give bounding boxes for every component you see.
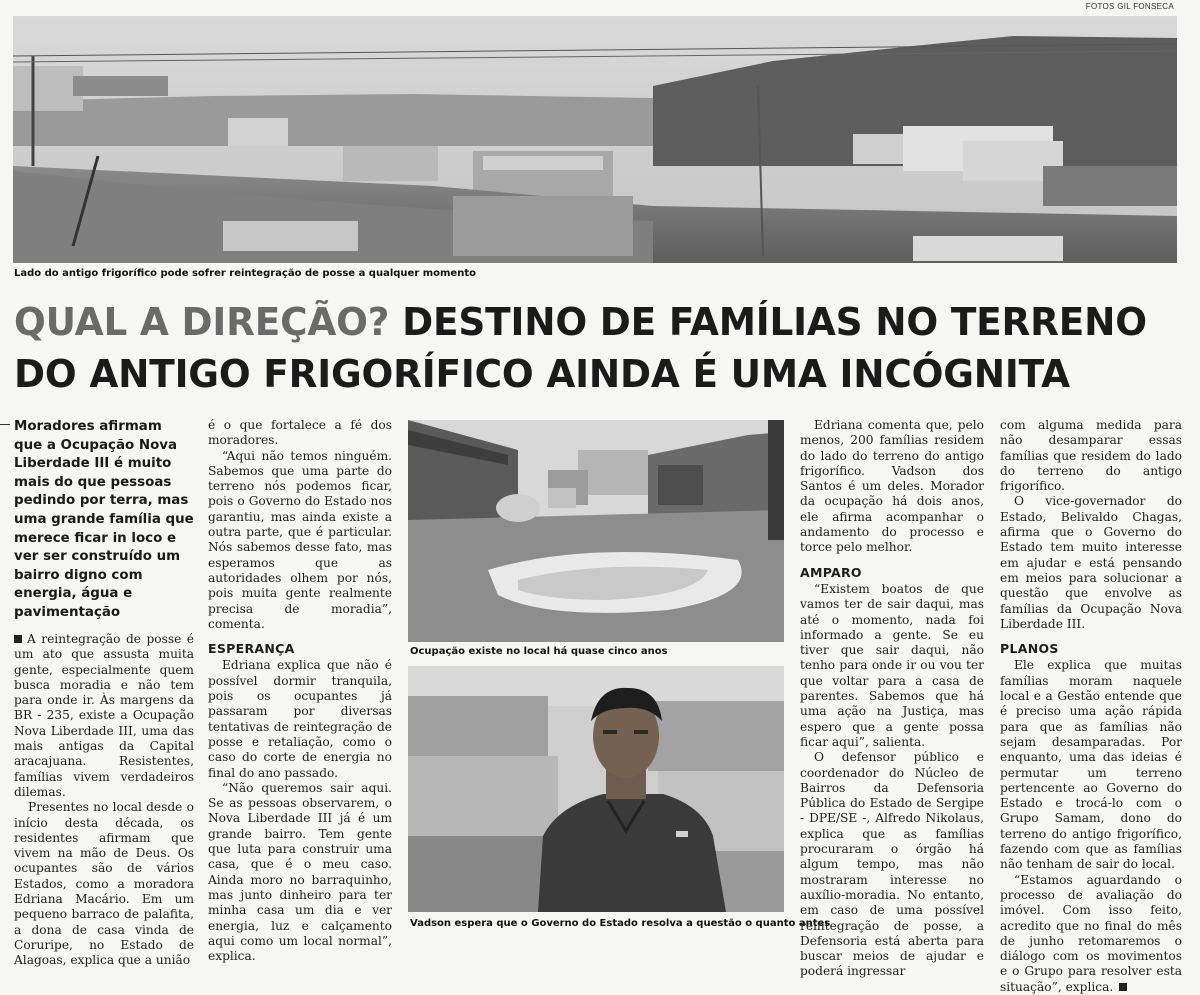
column-2-paragraph-2: “Aqui não temos ninguém. Sabemos que uma parte do terreno nós podemos ficar, pois o Governo do Estado nos garantiu, mas ainda existe a outra parte, que é particular. Nós sabemos desse fato, mas esperamos que as autoridades olhem por nós, pois muita gente realmente precisa de moradia”, comenta.	[208, 448, 392, 631]
end-square-icon	[1119, 983, 1127, 991]
column-2-paragraph-3: Edriana explica que não é possível dormir tranquila, pois os ocupantes já passaram por diversas tentativas de reintegração de posse e retaliação, como o caso do corte de energia no final do ano passado.	[208, 658, 392, 780]
headline	[14, 296, 1171, 400]
column-3	[800, 418, 984, 980]
column-1-paragraph-1: A reintegração de posse é um ato que assusta muita gente, especialmente quem busca moradia e não tem para onde ir. Às margens da BR - 235, existe a Ocupação Nova Liberdade III, uma das mais antigas da Capital aracajuana. Resistentes, famílias vivem verdadeiros dilemas.	[14, 632, 194, 799]
top-photo	[13, 16, 1177, 263]
column-2-paragraph-4: “Não queremos sair aqui. Se as pessoas observarem, o Nova Liberdade III já é um grande bairro. Tem gente que luta para construir uma casa, que é o meu caso. Ainda moro no barraquinho, mas junto dinheiro para ter minha casa um dia e ver energia, luz e calçamento aqui como um local normal”, explica.	[208, 780, 392, 964]
bullet-square-icon	[14, 635, 22, 643]
headline-kicker: QUAL A DIREÇÃO?	[14, 300, 390, 344]
column-4-paragraph-3: Ele explica que muitas famílias moram naquele local e a Gestão entende que é preciso uma ação rápida para que as famílias não sejam desamparadas. Por enquanto, uma das ideias é permutar um terreno pertencente ao Governo do Estado e trocá-lo com o Grupo Samam, dono do terreno do antigo frigorífico, fazendo com que as famílias não tenham de sair do local.	[1000, 658, 1182, 872]
column-3-paragraph-3: O defensor público e coordenador do Núcleo de Bairros da Defensoria Pública do Estado de Sergipe - DPE/SE -, Alfredo Nikolaus, explica que as famílias procuraram o órgão há algum tempo, mas não mostraram interesse no auxílio-moradia. No entanto, em caso de uma possível reintegração de posse, a Defensoria está aberta para buscar meios de ajudar e poderá ingressar	[800, 750, 984, 979]
subheading-planos: PLANOS	[1000, 641, 1059, 657]
middle-photo-caption: Ocupação existe no local há quase cinco anos	[410, 646, 668, 657]
column-4-paragraph-2: O vice-governador do Estado, Belivaldo Chagas, afirma que o Governo do Estado tem muito interesse em ajudar e está pensando em meios para solucionar a questão que envolve as famílias da Ocupação Nova Liberdade III.	[1000, 494, 1182, 631]
column-1	[14, 632, 194, 969]
column-2	[208, 418, 392, 964]
column-4	[1000, 418, 1182, 995]
bottom-photo-caption: Vadson espera que o Governo do Estado resolva a questão o quanto antes	[410, 918, 831, 929]
photo-credit: FOTOS GIL FONSECA	[1085, 2, 1174, 11]
subheading-esperanca: ESPERANÇA	[208, 641, 295, 657]
column-4-paragraph-1: com alguma medida para não desamparar essas famílias que residem do lado do terreno do antigo frigorífico.	[1000, 418, 1182, 494]
column-2-paragraph-1: é o que fortalece a fé dos moradores.	[208, 418, 392, 448]
headline-title-part2: DO ANTIGO FRIGORÍFICO AINDA É UMA INCÓGNITA	[14, 352, 1070, 396]
headline-title-part1: DESTINO DE FAMÍLIAS NO TERRENO	[402, 300, 1147, 344]
column-1-paragraph-2: Presentes no local desde o início desta década, os residentes afirmam que vivem na mão de Deus. Os ocupantes são de vários Estados, como a moradora Edriana Macário. Em um pequeno barraco de palafita, a dona de casa vinda de Coruripe, no Estado de Alagoas, explica que a união	[14, 800, 194, 968]
column-3-paragraph-2: “Existem boatos de que vamos ter de sair daqui, mas até o momento, nada foi informado a gente. Se eu tiver que sair daqui, não tenho para onde ir ou vou ter que voltar para a casa de parentes. Sabemos que há uma ação na Justiça, mas espero que a gente possa ficar aqui”, salienta.	[800, 581, 984, 749]
column-4-paragraph-4: “Estamos aguardando o processo de avaliação do imóvel. Com isso feito, acredito que no final do mês de junho retomaremos o diálogo com os movimentos e o Grupo para resolver esta situação”, explica.	[1000, 872, 1182, 994]
middle-photo	[408, 420, 784, 642]
top-photo-caption: Lado do antigo frigorífico pode sofrer reintegração de posse a qualquer momento	[14, 268, 476, 279]
subheading-amparo: AMPARO	[800, 564, 862, 580]
column-3-paragraph-1: Edriana comenta que, pelo menos, 200 famílias residem do lado do terreno do antigo frigorífico. Vadson dos Santos é um deles. Morador da ocupação há dois anos, ele afirma acompanhar o andamento do processo e torce pelo melhor.	[800, 418, 984, 555]
lead-text: Moradores afirmam que a Ocupação Nova Liberdade III é muito mais do que pessoas pedindo por terra, mas uma grande família que merece ficar in loco e ver ser construído um bairro digno com energia, água e pavimentação	[14, 418, 194, 623]
bottom-photo	[408, 666, 784, 912]
